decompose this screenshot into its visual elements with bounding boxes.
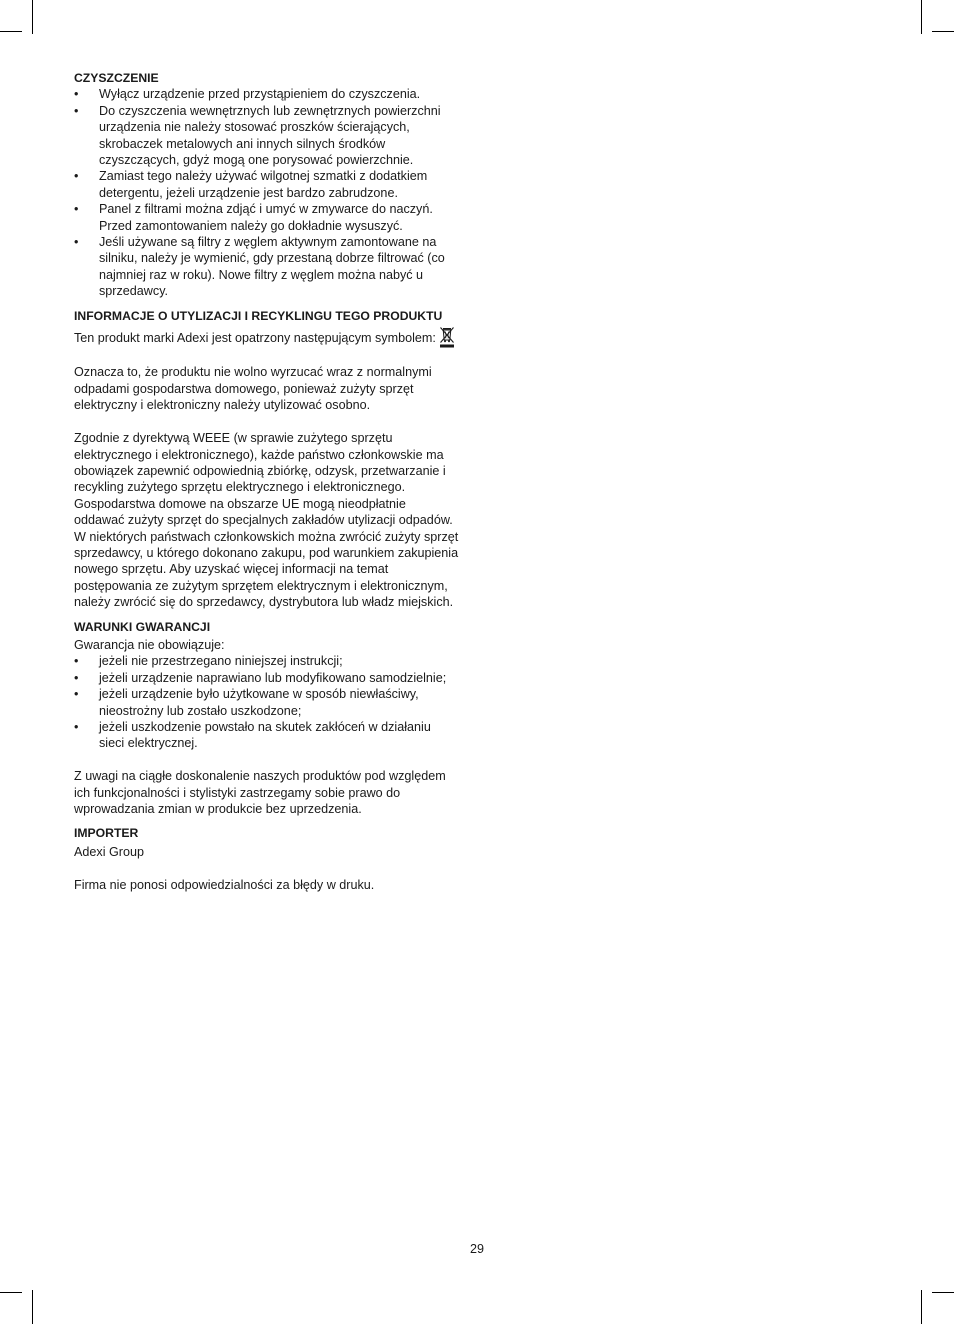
crop-mark	[932, 1292, 954, 1293]
crop-mark	[0, 1292, 22, 1293]
cleaning-list	[74, 86, 459, 299]
warranty-intro: Gwarancja nie obowiązuje:	[74, 637, 225, 652]
importer-section	[74, 825, 459, 893]
disposal-heading: INFORMACJE O UTYLIZACJI I RECYKLINGU TEGO PRODUKTU	[74, 308, 443, 323]
list-item: • jeżeli nie przestrzegano niniejszej instrukcji;	[74, 653, 459, 669]
weee-crossed-bin-icon	[439, 326, 455, 348]
importer-name: Adexi Group	[74, 844, 145, 859]
list-item: • Zamiast tego należy używać wilgotnej szmatki z dodatkiem detergentu, jeżeli urządzenie jest bardzo zabrudzone.	[74, 168, 459, 201]
warranty-list	[74, 653, 459, 751]
disposal-paragraph-2: Zgodnie z dyrektywą WEEE (w sprawie zużytego sprzętu elektrycznego i elektronicznego), każde państwo członkowskie ma obowiązek zapewnić odpowiednią zbiórkę, odzysk, przetwarzanie i recykling zużytego sprzętu elektrycznego i elektronicznego. Gospodarstwa domowe na obszarze UE mogą nieodpłatnie oddawać zużyty sprzęt do specjalnych zakładów utylizacji odpadów. W niektórych państwach członkowskich można zwrócić zużyty sprzęt sprzedawcy, u którego dokonano zakupu, pod warunkiem zakupienia nowego sprzętu. Aby uzyskać więcej informacji na temat postępowania ze zużytym sprzętem elektrycznym i elektronicznym, należy zwrócić się do sprzedawcy, dystrybutora lub władz miejskich.	[74, 431, 459, 610]
crop-mark	[921, 0, 922, 34]
list-item: • jeżeli urządzenie było użytkowane w sposób niewłaściwy, nieostrożny lub zostało uszkodzone;	[74, 686, 459, 719]
crop-mark	[921, 1290, 922, 1324]
crop-mark	[932, 31, 954, 32]
list-item: • jeżeli urządzenie naprawiano lub modyfikowano samodzielnie;	[74, 670, 459, 686]
disposal-intro-text: Ten produkt marki Adexi jest opatrzony następującym symbolem:	[74, 331, 436, 346]
cleaning-heading: CZYSZCZENIE	[74, 71, 159, 85]
print-disclaimer: Firma nie ponosi odpowiedzialności za błędy w druku.	[74, 877, 375, 892]
crop-mark	[32, 0, 33, 34]
list-item: • Wyłącz urządzenie przed przystąpieniem do czyszczenia.	[74, 86, 459, 102]
warranty-closing: Z uwagi na ciągłe doskonalenie naszych produktów pod względem ich funkcjonalności i stylistyki zastrzegamy sobie prawo do wprowadzania zmian w produkcie bez uprzedzenia.	[74, 769, 446, 817]
disposal-section	[74, 308, 459, 611]
crop-mark	[0, 31, 22, 32]
warranty-section	[74, 619, 459, 818]
list-item: • Do czyszczenia wewnętrznych lub zewnętrznych powierzchni urządzenia nie należy stosować proszków ścierających, skrobaczek metalowych ani innych silnych środków czyszczących, gdyż mogą one porysować powierzchnie.	[74, 103, 459, 169]
disposal-intro	[74, 326, 459, 348]
warranty-heading: WARUNKI GWARANCJI	[74, 619, 211, 634]
crop-mark	[32, 1290, 33, 1324]
page-number: 29	[469, 1242, 484, 1256]
text-column	[74, 70, 459, 901]
list-item: • jeżeli uszkodzenie powstało na skutek zakłóceń w działaniu sieci elektrycznej.	[74, 719, 459, 752]
cleaning-section	[74, 70, 459, 300]
disposal-paragraph-1: Oznacza to, że produktu nie wolno wyrzucać wraz z normalnymi odpadami gospodarstwa domowego, ponieważ zużyty sprzęt elektryczny i elektroniczny należy utylizować osobno.	[74, 365, 432, 413]
list-item: • Jeśli używane są filtry z węglem aktywnym zamontowane na silniku, należy je wymienić, gdy przestaną dobrze filtrować (co najmniej raz w roku). Nowe filtry z węglem można nabyć u sprzedawcy.	[74, 234, 459, 300]
importer-heading: IMPORTER	[74, 826, 139, 841]
list-item: • Panel z filtrami można zdjąć i umyć w zmywarce do naczyń. Przed zamontowaniem należy go dokładnie wysuszyć.	[74, 201, 459, 234]
